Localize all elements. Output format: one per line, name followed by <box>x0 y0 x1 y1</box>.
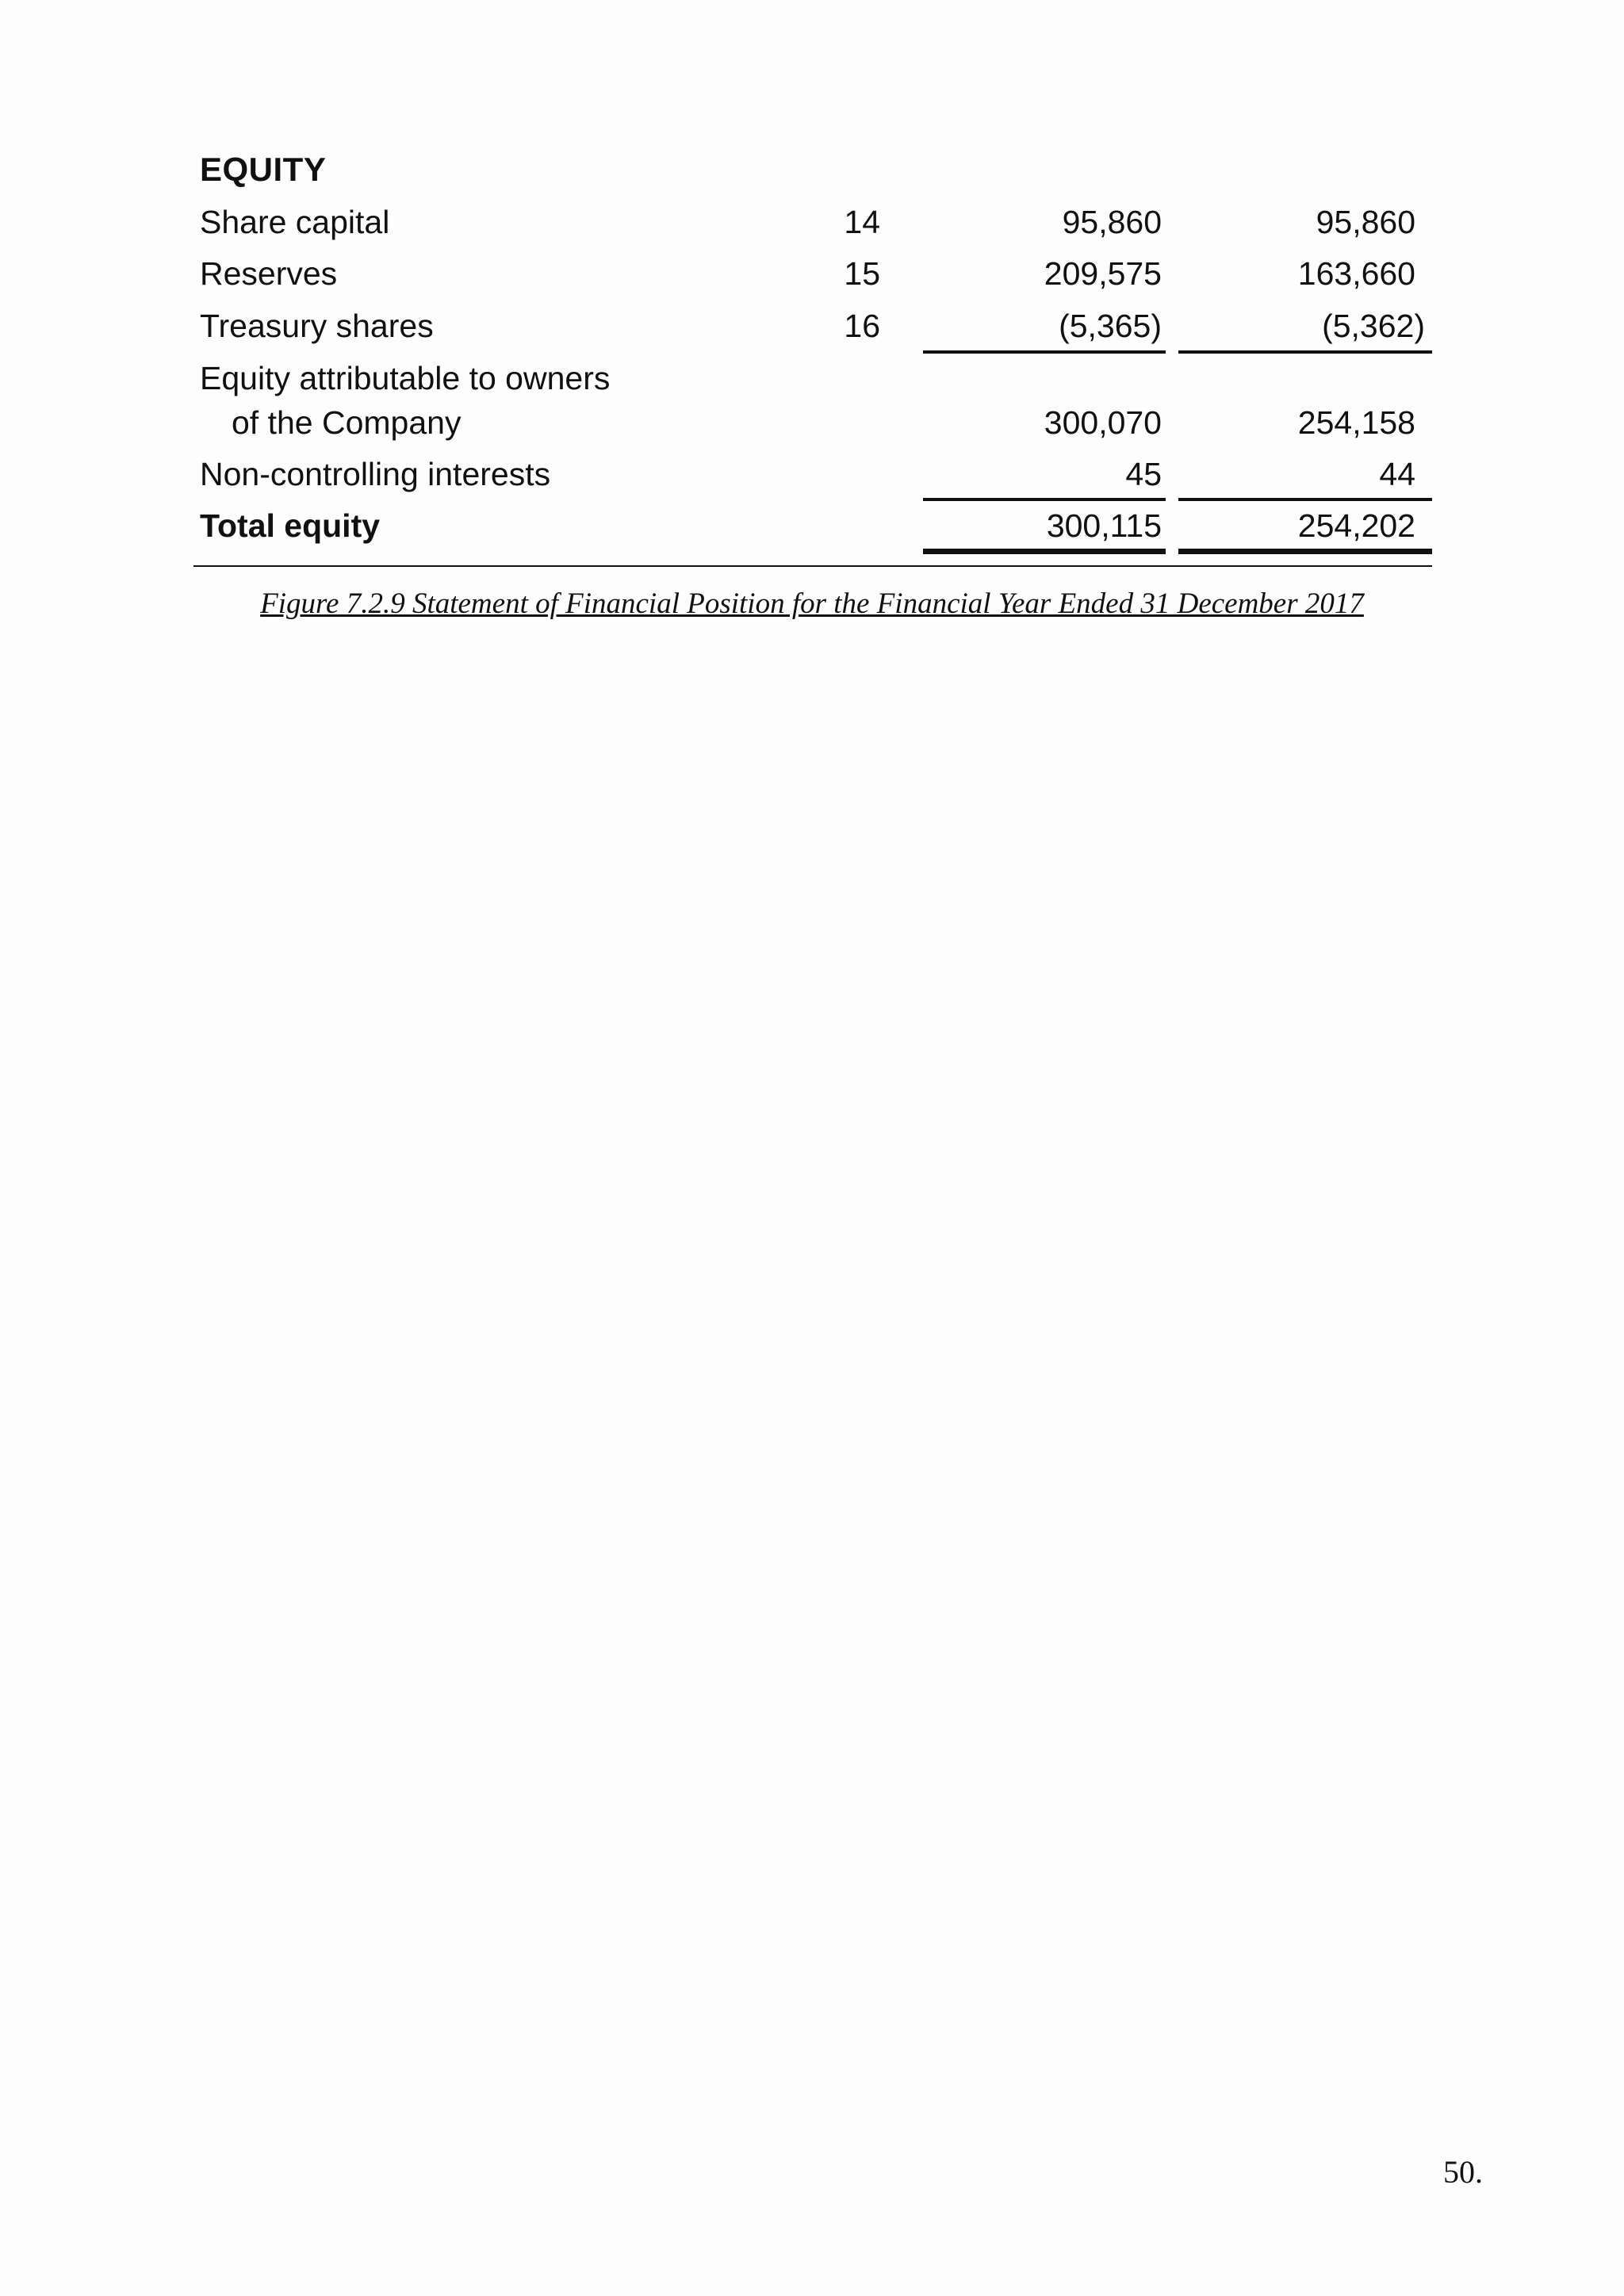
subtotal-rule-current <box>923 350 1166 354</box>
figure-caption: Figure 7.2.9 Statement of Financial Position for the Financial Year Ended 31 December 2017 <box>260 587 1364 620</box>
value-current-share-capital: 95,860 <box>1062 204 1162 240</box>
value-current-reserves: 209,575 <box>1044 255 1162 292</box>
row-label-equity-attributable-line2: of the Company <box>232 404 462 441</box>
value-prior-non-controlling-interests: 44 <box>1379 456 1415 492</box>
note-ref-reserves: 15 <box>844 255 880 292</box>
row-label-treasury-shares: Treasury shares <box>200 308 434 344</box>
page-number: 50. <box>1443 2154 1483 2190</box>
note-ref-treasury-shares: 16 <box>844 308 880 344</box>
row-label-non-controlling-interests: Non-controlling interests <box>200 456 551 492</box>
total-rule-top-current <box>923 498 1166 501</box>
subtotal-rule-prior <box>1178 350 1432 354</box>
value-prior-total-equity: 254,202 <box>1297 507 1415 544</box>
value-current-treasury-shares: (5,365) <box>1059 308 1162 344</box>
row-label-reserves: Reserves <box>200 255 338 292</box>
total-rule-top-prior <box>1178 498 1432 501</box>
value-prior-share-capital: 95,860 <box>1316 204 1415 240</box>
value-prior-equity-attributable: 254,158 <box>1297 404 1415 441</box>
row-label-equity-attributable-line1: Equity attributable to owners <box>200 360 611 396</box>
section-heading-equity: EQUITY <box>200 151 327 188</box>
value-current-total-equity: 300,115 <box>1046 507 1162 544</box>
total-double-rule-current <box>923 549 1166 554</box>
total-double-rule-prior <box>1178 549 1432 554</box>
value-current-non-controlling-interests: 45 <box>1125 456 1162 492</box>
row-label-total-equity: Total equity <box>200 507 381 544</box>
note-ref-share-capital: 14 <box>844 204 880 240</box>
equity-statement-table <box>0 0 1624 603</box>
value-prior-treasury-shares: (5,362) <box>1322 308 1425 344</box>
value-current-equity-attributable: 300,070 <box>1044 404 1162 441</box>
table-bottom-rule <box>193 565 1432 567</box>
row-label-share-capital: Share capital <box>200 204 390 240</box>
value-prior-reserves: 163,660 <box>1297 255 1415 292</box>
